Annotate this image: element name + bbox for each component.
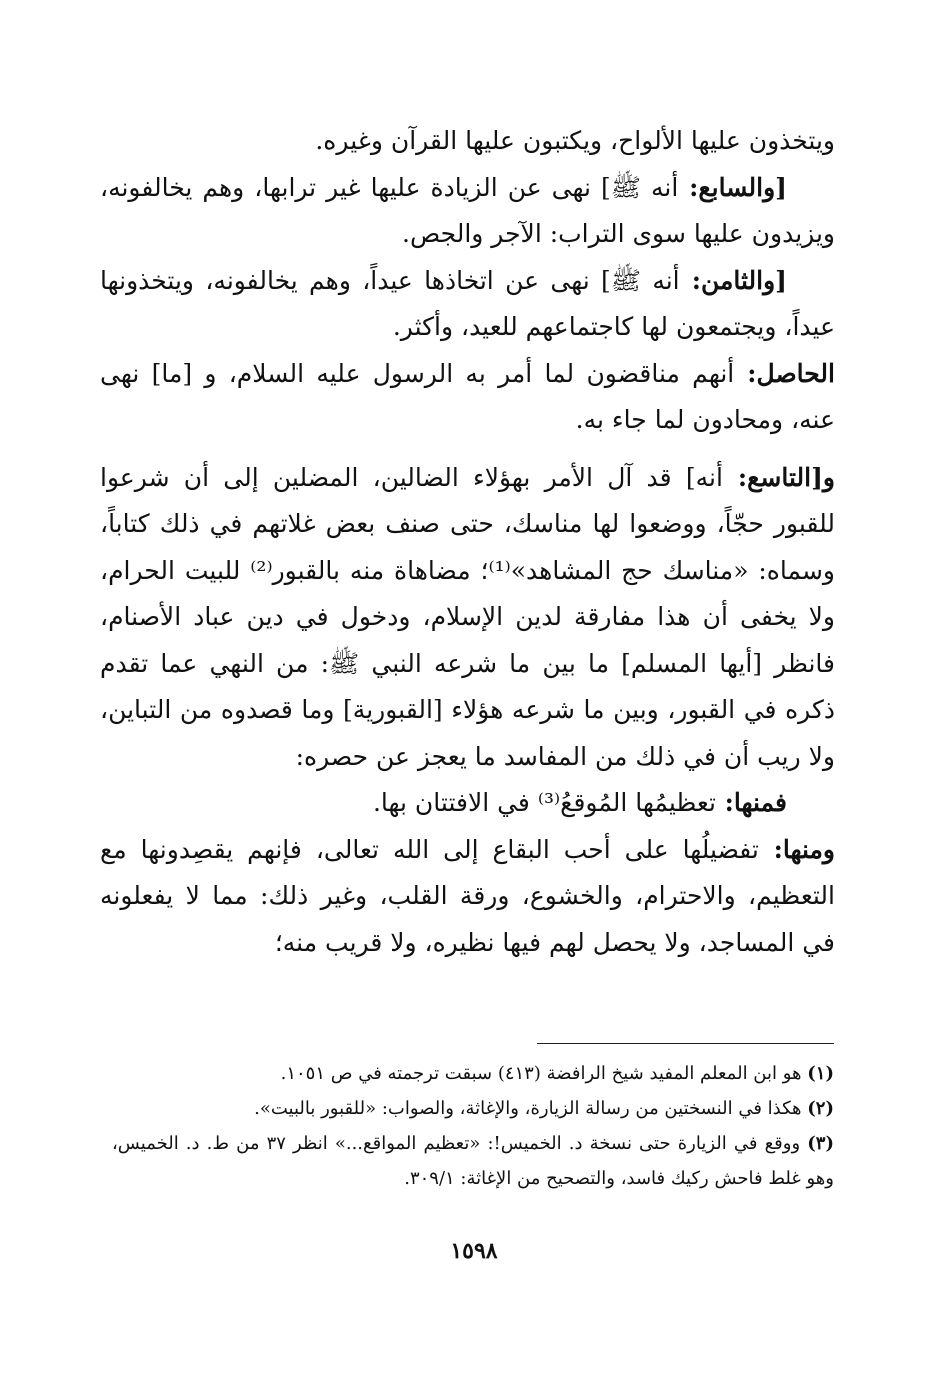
paragraph-1 <box>100 118 835 165</box>
paragraph-seventh-heading: [والسابع: <box>678 172 787 202</box>
paragraph-first-harm <box>100 780 835 827</box>
paragraph-second-harm-text: تفضيلُها على أحب البقاع إلى الله تعالى، فإنهم يقصِدونها مع التعظيم، والاحترام، والخشوع، ورقة القلب، وغير ذلك: مما لا يفعلونه في المساجد، ولا يحصل لهم فيها نظيره، ولا قريب منه؛ <box>100 834 835 957</box>
paragraph-seventh <box>100 165 835 258</box>
paragraph-eighth-heading: [والثامن: <box>679 265 788 295</box>
footnotes <box>112 1056 834 1196</box>
footnote-3 <box>112 1126 834 1196</box>
page-number: ١٥٩٨ <box>450 1238 498 1264</box>
paragraph-eighth <box>100 258 835 351</box>
footnote-1 <box>112 1056 834 1091</box>
footnote-3-text: ووقع في الزيارة حتى نسخة د. الخميس!: «تعظيم المواقع...» انظر ٣٧ من ط. د. الخميس، وهو غلط فاحش ركيك فاسد، والتصحيح من الإغاثة: ٣٠٩/١. <box>112 1133 834 1189</box>
paragraph-ninth-text: أنه] قد آل الأمر بهؤلاء الضالين، المضلين إلى أن شرعوا للقبور حجّاً، ووضعوا لها مناسك، حتى صنف بعض غلاتهم في ذلك كتاباً، وسماه: «مناسك حج المشاهد»⁽¹⁾؛ مضاهاة منه بالقبور⁽²⁾ للبيت الحرام، ولا يخفى أن هذا مفارقة لدين الإسلام، ودخول في دين عباد الأصنام، فانظر [أيها المسلم] ما بين ما شرعه النبي ﷺ: من النهي عما تقدم ذكره في القبور، وبين ما شرعه هؤلاء [القبورية] وما قصدوه من التباين، ولا ريب أن في ذلك من المفاسد ما يعجز عن حصره: <box>100 462 835 771</box>
paragraph-second-harm-heading: ومنها: <box>758 834 835 864</box>
paragraph-second-harm <box>100 827 835 967</box>
paragraph-ninth-heading: و[التاسع: <box>722 462 835 492</box>
footnote-2 <box>112 1091 834 1126</box>
footnote-1-number: (١) <box>807 1063 834 1084</box>
paragraph-first-harm-heading: فمنها: <box>715 788 787 817</box>
paragraph-1-text: ويتخذون عليها الألواح، ويكتبون عليها القرآن وغيره. <box>315 126 835 155</box>
paragraph-eighth-text: أنه ﷺ] نهى عن اتخاذها عيداً، وهم يخالفونه، ويتخذونها عيداً، ويجتمعون لها كاجتماعهم للعيد، وأكثر. <box>100 265 835 341</box>
paragraph-ninth <box>100 455 835 781</box>
paragraph-seventh-text: أنه ﷺ] نهى عن الزيادة عليها غير ترابها، وهم يخالفونه، ويزيدون عليها سوى التراب: الآجر والجص. <box>100 172 835 248</box>
paragraph-first-harm-text: تعظيمُها المُوقعُ⁽³⁾ في الافتتان بها. <box>372 788 716 817</box>
main-text <box>100 118 835 966</box>
footnote-2-text: هكذا في النسختين من رسالة الزيارة، والإغاثة، والصواب: «للقبور بالبيت». <box>254 1098 802 1119</box>
footnote-divider <box>537 1043 834 1044</box>
footnote-1-text: هو ابن المعلم المفيد شيخ الرافضة (٤١٣) سبقت ترجمته في ص ١٠٥١. <box>280 1063 802 1084</box>
paragraph-summary-heading: الحاصل: <box>734 358 835 388</box>
footnote-2-number: (٢) <box>807 1098 834 1119</box>
footnote-3-number: (٣) <box>807 1133 834 1154</box>
paragraph-summary <box>100 351 835 444</box>
paragraph-summary-text: أنهم مناقضون لما أمر به الرسول عليه السلام، و [ما] نهى عنه، ومحادون لما جاء به. <box>100 358 835 434</box>
